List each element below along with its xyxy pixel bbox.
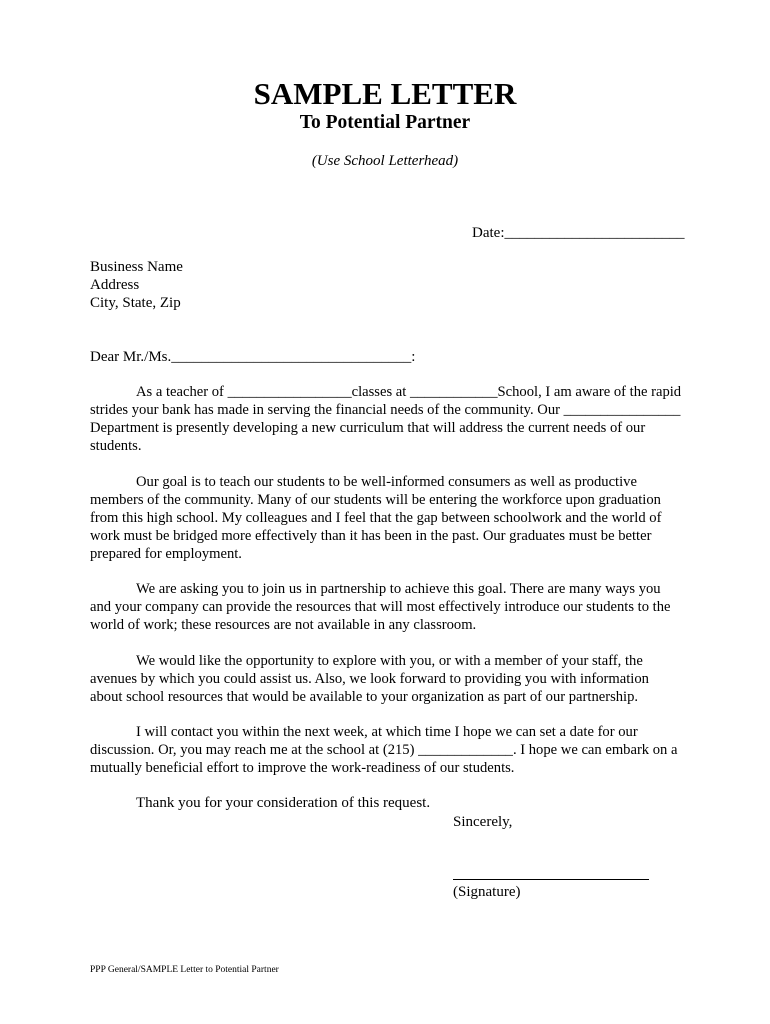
- recipient-address: [90, 258, 183, 312]
- signature-line: [453, 879, 649, 880]
- paragraph-goal: Our goal is to teach our students to be well-informed consumers as well as productive members of the community. Many of our students will be entering the workforce upon graduation from this high school. My colleagues and I feel that the gap between schoolwork and the world of work must be bridged more effectively than it has been in the past. Our graduates must be better prepared for employment.: [90, 473, 662, 562]
- signature-label: (Signature): [453, 884, 521, 900]
- address-city-state-zip: City, State, Zip: [90, 295, 181, 311]
- page-subtitle: To Potential Partner: [299, 112, 471, 133]
- closing: Sincerely,: [453, 814, 513, 830]
- address-business-name: Business Name: [90, 259, 183, 275]
- paragraph-partnership: We are asking you to join us in partnership to achieve this goal. There are many ways you and your company can provide the resources that will most effectively introduce our students to the world of work; these resources are not available in any classroom.: [90, 581, 671, 633]
- paragraph-intro: As a teacher of _________________classes at ____________School, I am aware of the rapid strides your bank has made in serving the financial needs of the community. Our ________________ Department is presently developing a new curriculum that will address the current needs of our students.: [90, 384, 682, 454]
- page-title: SAMPLE LETTER: [253, 76, 517, 111]
- paragraph-opportunity: We would like the opportunity to explore with you, or with a member of your staff, the avenues by which you could assist us. Also, we look forward to providing you with information about school resources that would be available to your organization as part of our partnership.: [90, 652, 649, 705]
- thanks-line: Thank you for your consideration of this request.: [136, 795, 431, 811]
- date-line: Date:________________________: [472, 225, 685, 241]
- salutation: Dear Mr./Ms.________________________________:: [90, 349, 416, 365]
- letter-body: [90, 383, 682, 795]
- letterhead-note: (Use School Letterhead): [311, 153, 459, 169]
- paragraph-contact: I will contact you within the next week, at which time I hope we can set a date for our discussion. Or, you may reach me at the school at (215) _____________. I hope we can embark on a mutually beneficial effort to improve the work-readiness of our students.: [90, 724, 678, 776]
- page-footer: PPP General/SAMPLE Letter to Potential Partner: [90, 965, 279, 975]
- address-street: Address: [90, 277, 140, 293]
